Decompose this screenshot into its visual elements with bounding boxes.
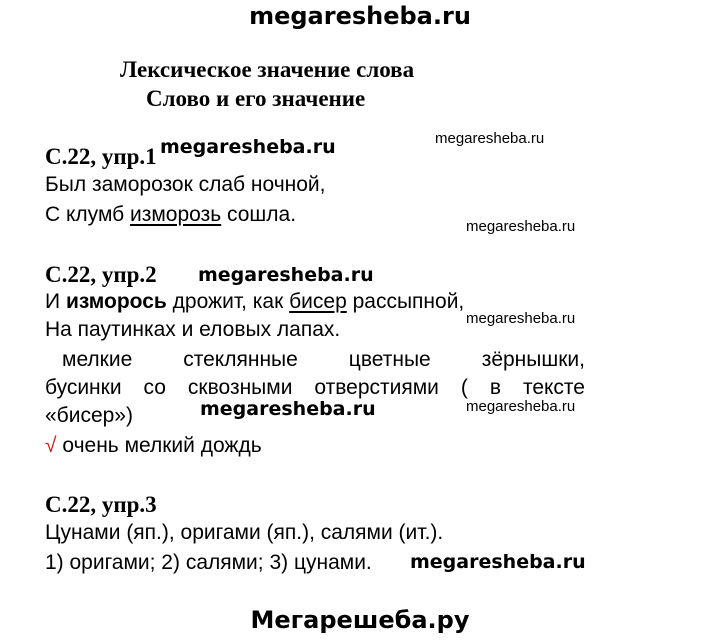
word: стеклянные — [183, 348, 298, 371]
answer-line — [45, 434, 262, 458]
exercise-2-line-1 — [45, 290, 464, 314]
exercise-2-line-2: На паутинках и еловых лапах. — [45, 318, 341, 341]
exercise-3-line-2: 1) оригами; 2) салями; 3) цунами. — [45, 551, 372, 574]
text-fragment: рассыпной, — [346, 290, 465, 313]
watermark-inline: megaresheba.ru — [198, 264, 374, 286]
exercise-3-line-1: Цунами (яп.), оригами (яп.), салями (ит.). — [45, 521, 444, 544]
watermark-inline: megaresheba.ru — [200, 398, 376, 420]
bold-word: изморось — [65, 290, 167, 313]
page-title: Лексическое значение слова — [120, 57, 415, 82]
definition-line-3: «бисер») — [45, 404, 133, 427]
exercise-1-line-2 — [45, 203, 296, 227]
word: сквозными — [187, 376, 293, 399]
text-fragment: И — [45, 290, 66, 313]
watermark-small: megaresheba.ru — [466, 310, 576, 327]
word: ( — [460, 376, 468, 399]
underlined-word: изморозь — [130, 203, 222, 226]
watermark-small: megaresheba.ru — [466, 218, 576, 235]
watermark-inline: megaresheba.ru — [410, 551, 586, 573]
watermark-bottom: Мегарешеба.ру — [250, 606, 470, 634]
exercise-2-header: С.22, упр.2 — [45, 262, 157, 287]
answer-text: очень мелкий дождь — [56, 434, 262, 457]
text-fragment: сошла. — [221, 203, 297, 226]
word: бусинки — [45, 376, 122, 399]
definition-line-1 — [62, 348, 585, 372]
text-fragment: С клумб — [45, 203, 131, 226]
word: тексте — [522, 376, 585, 399]
definition-line-2 — [45, 376, 585, 400]
watermark-small: megaresheba.ru — [466, 398, 576, 415]
word: со — [143, 376, 166, 399]
word: мелкие — [62, 348, 133, 371]
exercise-3-header: С.22, упр.3 — [45, 492, 157, 517]
watermark-small: megaresheba.ru — [435, 130, 545, 147]
exercise-1-header: С.22, упр.1 — [45, 144, 157, 169]
word: зёрнышки, — [481, 348, 585, 371]
underlined-word: бисер — [289, 290, 347, 313]
word: отверстиями — [314, 376, 439, 399]
exercise-1-line-1: Был заморозок слаб ночной, — [45, 173, 326, 196]
check-mark-icon: √ — [45, 434, 57, 457]
word: цветные — [348, 348, 431, 371]
watermark-top: megaresheba.ru — [249, 2, 471, 30]
watermark-inline: megaresheba.ru — [160, 136, 336, 158]
text-fragment: дрожит, как — [166, 290, 290, 313]
page-subtitle: Слово и его значение — [146, 86, 366, 111]
word: в — [489, 376, 501, 399]
